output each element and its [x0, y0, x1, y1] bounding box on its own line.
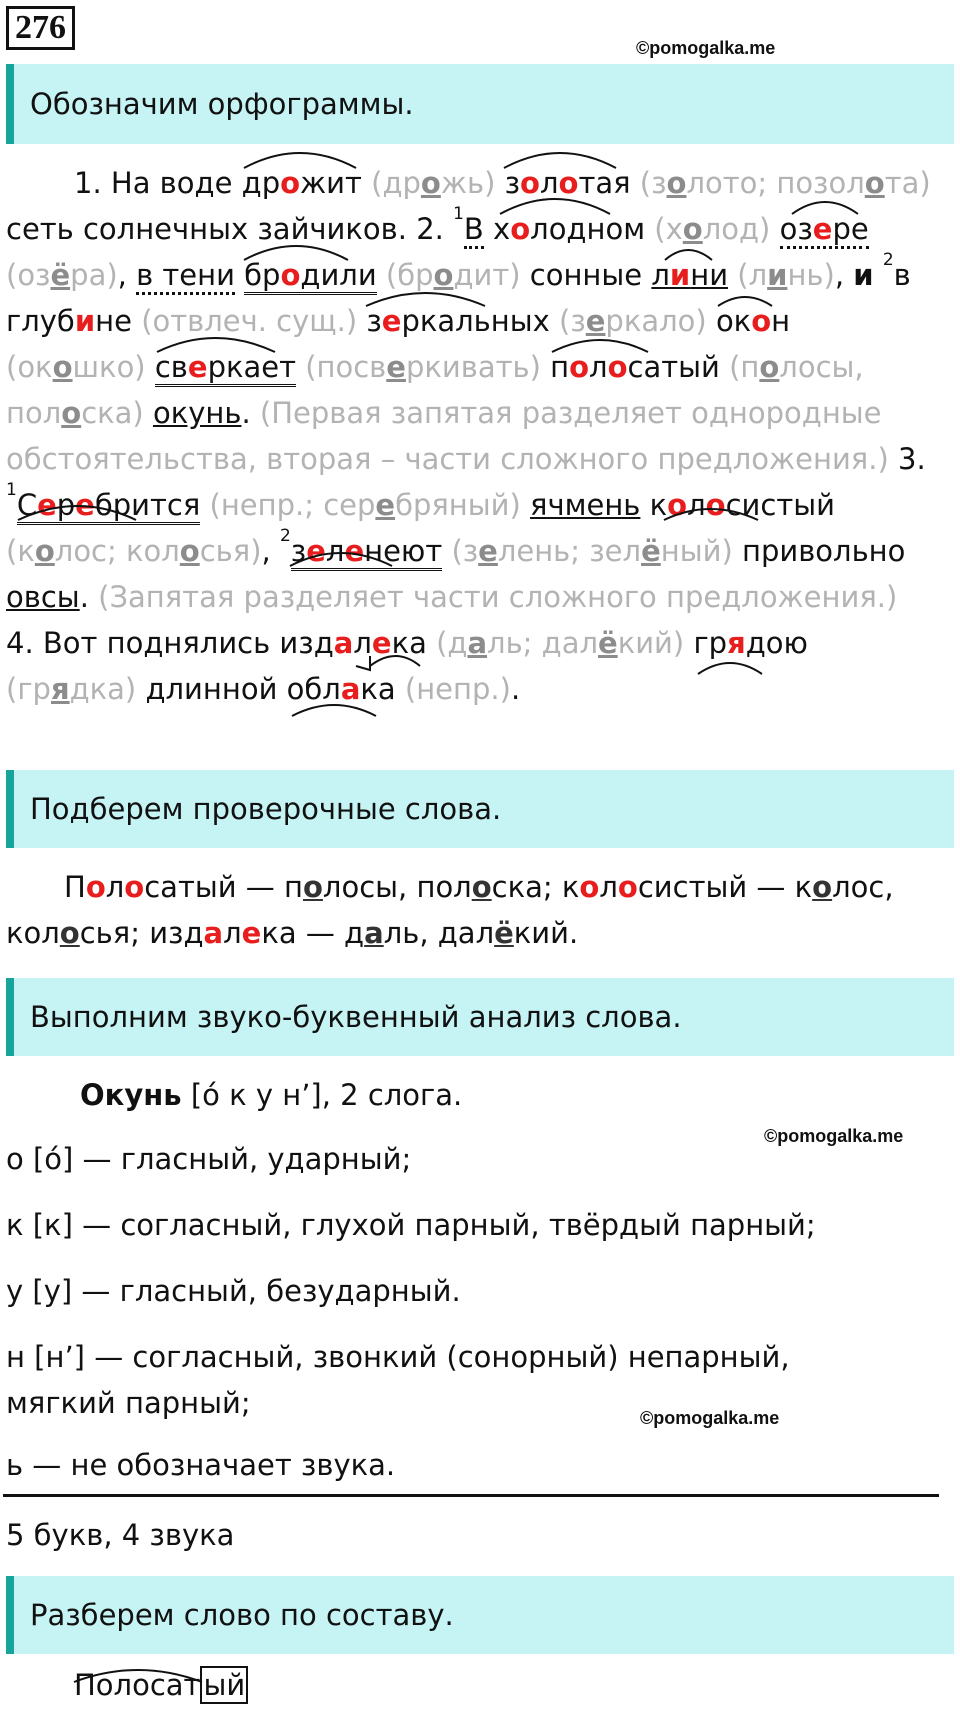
root: Полосат [74, 1668, 201, 1702]
root-arc [292, 705, 376, 716]
section-title: Подберем проверочные слова. [30, 792, 502, 826]
analysis-line: у [у] — гласный, безударный. [6, 1274, 461, 1308]
section-title: Выполним звуко-буквенный анализ слова. [30, 1000, 682, 1034]
task-number: 276 [6, 6, 75, 50]
root-arc [698, 663, 762, 674]
root-arc [504, 153, 616, 168]
ending-box: ый [200, 1666, 248, 1704]
line-4: глубине (отвлеч. сущ.) зеркальных (зеркало) окон [6, 304, 791, 338]
analysis-line: о [ó] — гласный, ударный; [6, 1142, 412, 1176]
analysis-line: н [н’] — согласный, звонкий (сонорный) непарный, [6, 1340, 790, 1374]
line-6: полоска) окунь. (Первая запятая разделяет однородные обстоятельства, вторая – части сложного предложения.) 3. [6, 396, 926, 476]
line-11: (грядка) длинной облака (непр.). [6, 672, 521, 706]
line-9: овсы. (Запятая разделяет части сложного предложения.) [6, 580, 898, 614]
root-arc [18, 506, 136, 520]
line-1: Полосатый — полосы, полоска; колосистый — колос, [64, 870, 894, 904]
line-10: 4. Вот поднялись издалека (даль; далёкий) грядою [6, 626, 808, 660]
line-2: колосья; издалека — даль, далёкий. [6, 916, 579, 950]
analysis-line: ь — не обозначает звука. [6, 1448, 396, 1482]
line-2: сеть солнечных зайчиков. 2. $^1$В холодном (холод) озере [6, 206, 956, 252]
root-arc [370, 656, 420, 666]
section-title: Разберем слово по составу. [30, 1598, 454, 1632]
root-arc [74, 1670, 202, 1682]
watermark: ©pomogalka.me [764, 1126, 904, 1146]
line-7: $^1$Серебрится (непр.; серебряный) ячмень колосистый [6, 482, 956, 528]
line-1: 1. На воде дрожит (дрожь) золотая (золото; позолота) [74, 166, 931, 200]
root-arc [500, 199, 610, 214]
root-arc [664, 509, 758, 520]
root-arc [366, 293, 485, 306]
watermark: ©pomogalka.me [636, 38, 776, 58]
analysis-summary: 5 букв, 4 звука [6, 1518, 235, 1552]
root-arc [552, 340, 648, 352]
root-arc [792, 202, 858, 214]
root-arc [290, 553, 392, 566]
root-arc [157, 338, 275, 352]
analysis-line: мягкий парный; [6, 1386, 251, 1420]
line-5: (окошко) сверкает (посверкивать) полосатый (полосы, [6, 344, 956, 390]
watermark: ©pomogalka.me [640, 1408, 780, 1428]
analysis-line: к [к] — согласный, глухой парный, твёрдый парный; [6, 1208, 816, 1242]
section-title: Обозначим орфограммы. [30, 87, 414, 121]
root-arc [244, 153, 356, 168]
root-arc [244, 246, 348, 260]
root-arc [718, 297, 772, 306]
line-3: (озёра), в тени бродили (бродит) сонные лини (линь), и $^2$в [6, 252, 956, 298]
root-arc [665, 250, 712, 260]
analysis-word-line: Окунь [ó к у н’], 2 слога. [80, 1078, 463, 1112]
prefix-mark [356, 656, 370, 670]
line-8: (колос; колосья), $^2$зеленеют (зелень; зелёный) привольно [6, 528, 956, 574]
